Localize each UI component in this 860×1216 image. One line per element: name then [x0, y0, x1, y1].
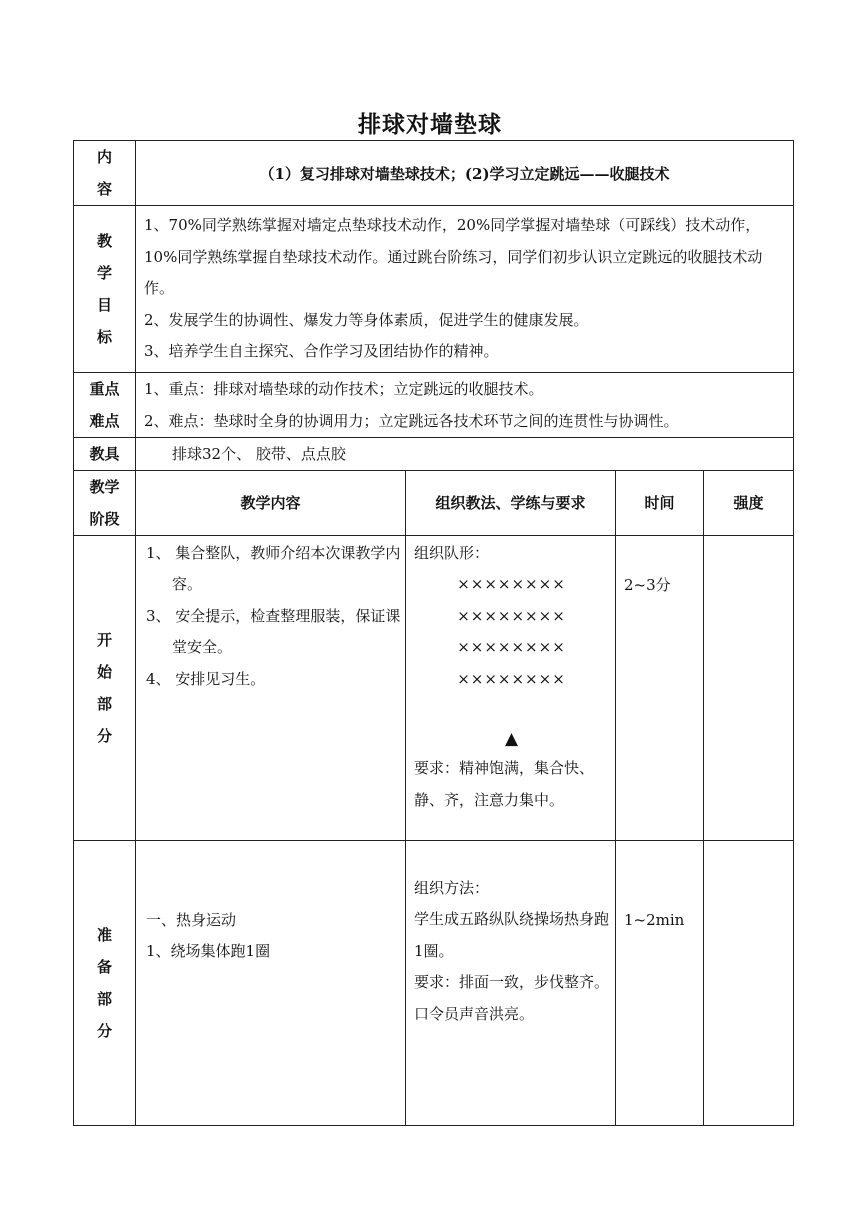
formation-row: ××××××××: [457, 606, 566, 625]
key-points-text: [136, 372, 794, 437]
goals-row: [74, 206, 794, 373]
list-item: 1、绕场集体跑1圈: [146, 942, 271, 960]
content-label: 内 容: [74, 141, 136, 206]
goal-item: 3、培养学生自主探究、合作学习及团结协作的精神。: [144, 342, 499, 360]
list-item: 4、 安排见习生。: [146, 669, 266, 688]
goal-item: 2、发展学生的协调性、爆发力等身体素质，促进学生的健康发展。: [144, 310, 589, 329]
prep-stage-method: [406, 840, 616, 1125]
content-header: 教学内容: [136, 470, 406, 535]
page-title: 排球对墙垫球: [358, 111, 502, 138]
key-point-item: 2、难点：垫球时全身的协调用力；立定跳远各技术环节之间的连贯性与协调性。: [144, 411, 679, 430]
goal-item: 1、70%同学熟练掌握对墙定点垫球技术动作，20%同学掌握对墙垫球（可踩线）技术动作，10%同学熟练掌握自垫球技术动作。通过跳台阶练习，同学们初步认识立定跳远的收腿技术动作。: [144, 216, 763, 297]
equipment-label: 教具: [74, 437, 136, 470]
prep-stage-intensity: [704, 840, 794, 1125]
prep-stage-row: [74, 840, 794, 1125]
start-stage-intensity: [704, 535, 794, 840]
prep-stage-label: 准 备 部 分: [74, 840, 136, 1125]
key-points-label: 重点 难点: [74, 372, 136, 437]
stage-header: 教学 阶段: [74, 470, 136, 535]
method-line: 要求：排面一致，步伐整齐。: [414, 973, 610, 991]
prep-stage-time: 1~2min: [616, 840, 704, 1125]
start-stage-row: [74, 535, 794, 840]
list-item: 3、 安全提示，检查整理服装，保证课堂安全。: [146, 606, 401, 656]
start-requirement: 要求：精神饱满，集合快、静、齐，注意力集中。: [414, 759, 595, 809]
prep-stage-content: [136, 840, 406, 1125]
method-line: 学生成五路纵队绕操场热身跑1圈。: [414, 910, 610, 960]
key-point-item: 1、重点：排球对墙垫球的动作技术；立定跳远的收腿技术。: [144, 379, 544, 398]
goals-label: 教 学 目 标: [74, 206, 136, 373]
teacher-marker-icon: ▲: [504, 729, 519, 749]
formation-row: ××××××××: [457, 638, 566, 656]
list-item: 1、 集合整队，教师介绍本次课教学内容。: [146, 543, 401, 593]
lesson-plan-table: [73, 140, 794, 1126]
content-row: [74, 141, 794, 206]
start-stage-time: 2~3分: [616, 535, 704, 840]
equipment-row: [74, 437, 794, 470]
formation-row: ××××××××: [457, 669, 566, 688]
start-stage-label: 开 始 部 分: [74, 535, 136, 840]
formation-heading: 组织队形：: [414, 543, 490, 562]
method-line: 组织方法：: [414, 878, 490, 897]
intensity-header: 强度: [704, 470, 794, 535]
key-points-row: [74, 372, 794, 437]
equipment-text: 排球32个、 胶带、点点胶: [136, 437, 794, 470]
table-header-row: [74, 470, 794, 535]
goals-text: [136, 206, 794, 373]
formation-row: ××××××××: [457, 575, 566, 593]
list-item: 一、热身运动: [146, 910, 237, 929]
method-line: 口令员声音洪亮。: [414, 1004, 535, 1023]
method-header: 组织教法、学练与要求: [406, 470, 616, 535]
time-header: 时间: [616, 470, 704, 535]
content-text: （1）复习排球对墙垫球技术；(2)学习立定跳远——收腿技术: [136, 141, 794, 206]
start-stage-method: [406, 535, 616, 840]
start-stage-content: [136, 535, 406, 840]
